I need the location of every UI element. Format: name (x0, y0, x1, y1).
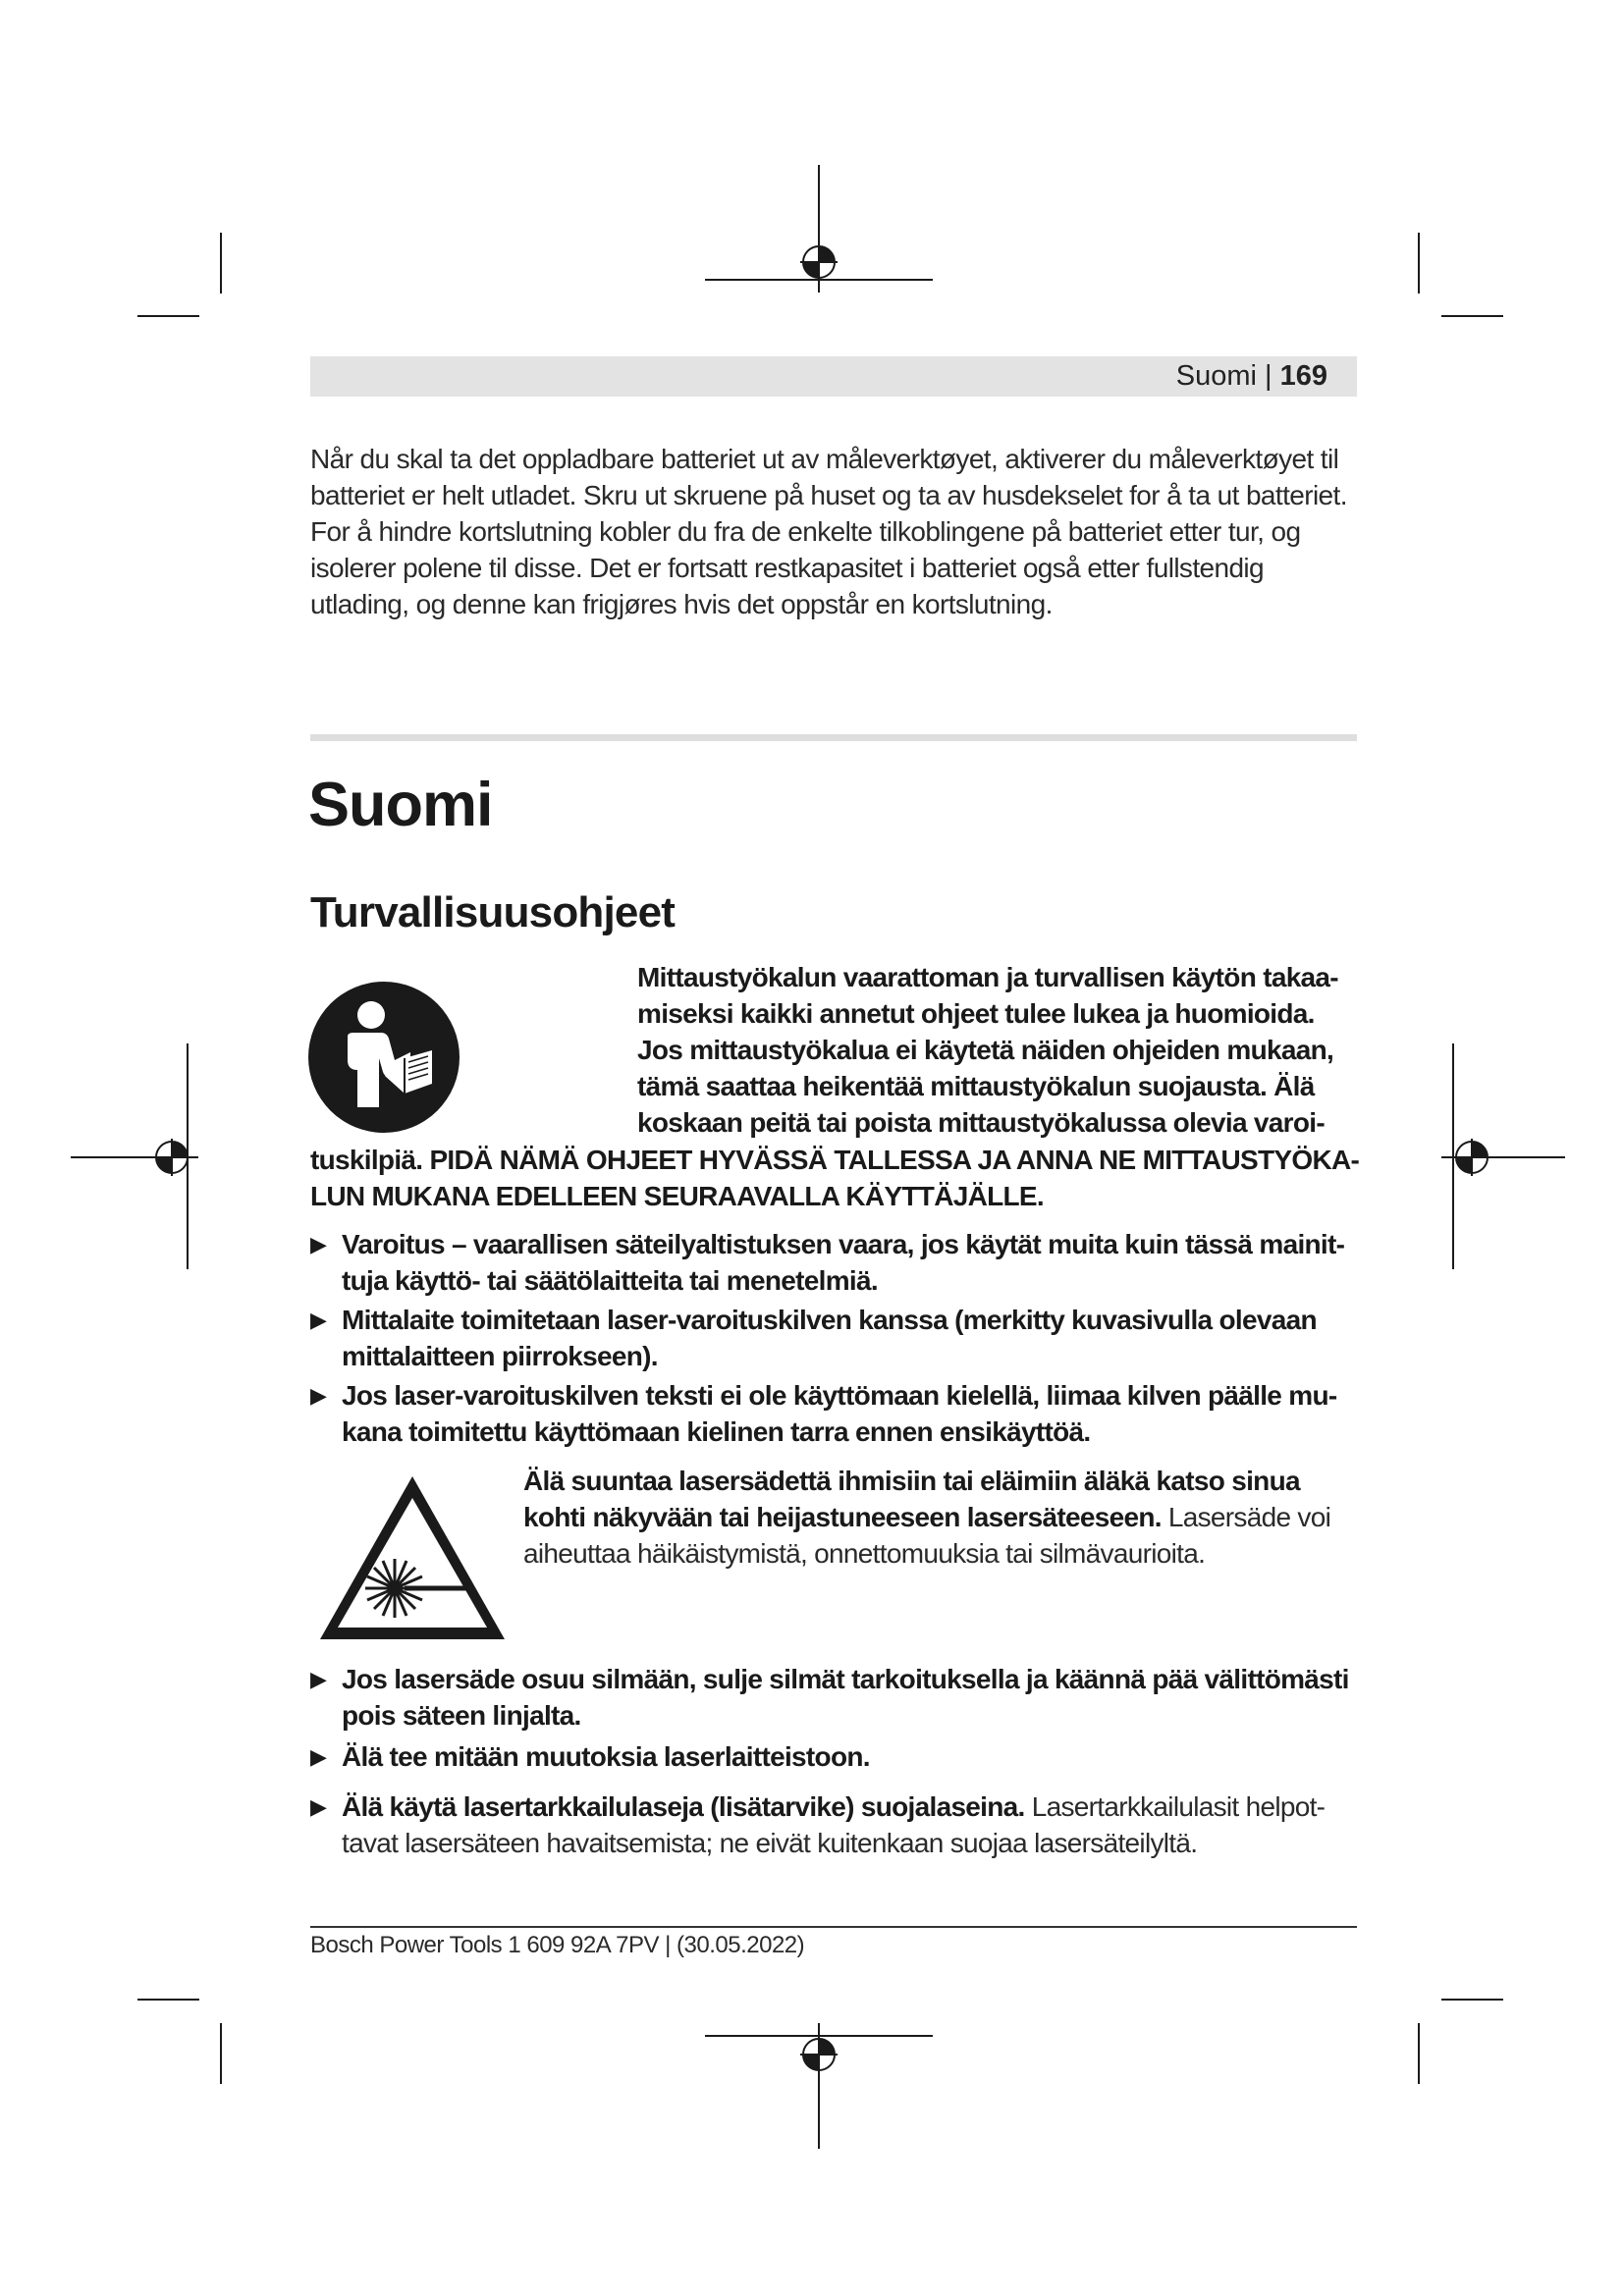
crop-mark-br-h (1441, 1999, 1503, 2001)
bullet-bold-part: Älä käytä lasertarkkailulaseja (lisätarvike) suojalaseina. (342, 1791, 1025, 1822)
intro-text-full-width (310, 1142, 1361, 1214)
list-item (310, 1226, 1361, 1299)
crop-mark-tl-h (137, 315, 199, 317)
bullet-arrow-icon: ▶ (310, 1794, 327, 1819)
intro-line: Jos mittaustyökalua ei käytetä näiden ohjeiden mukaan, (637, 1035, 1334, 1065)
read-manual-icon (308, 982, 460, 1133)
intro-line: koskaan peitä tai poista mittaustyökalussa olevia varoi- (637, 1107, 1325, 1138)
intro-text-beside-icon (637, 959, 1364, 1141)
list-item (310, 1738, 1361, 1775)
bullet-line (310, 1789, 1361, 1825)
footer-rule (310, 1926, 1357, 1928)
header-language: Suomi (1175, 360, 1257, 392)
crop-mark-tr-v (1418, 233, 1420, 294)
laser-warning-normal-text: Lasersäde voi (1161, 1502, 1331, 1532)
header-label (1176, 360, 1327, 392)
bullet-line: Jos lasersäde osuu silmään, sulje silmät tarkoituksella ja käännä pää välittömästi (342, 1664, 1349, 1694)
section-divider (310, 734, 1357, 741)
crop-mark-br-v (1418, 2023, 1420, 2084)
laser-warning-icon (316, 1472, 509, 1643)
list-item (310, 1789, 1361, 1861)
registration-mark-icon (800, 243, 838, 281)
registration-mark-icon (800, 2036, 838, 2073)
registration-mark-icon (1453, 1139, 1490, 1176)
intro-line: tämä saattaa heikentää mittaustyökalun suojausta. Älä (637, 1071, 1315, 1101)
laser-warning-bold-line: Älä suuntaa lasersädettä ihmisiin tai eläimiin äläkä katso sinua (523, 1466, 1300, 1496)
subsection-title: Turvallisuusohjeet (310, 888, 676, 936)
bullet-arrow-icon: ▶ (310, 1667, 327, 1691)
section-title: Suomi (308, 771, 493, 839)
laser-warning-bold-line: kohti näkyvään tai heijastuneeseen lasersäteeseen. (523, 1502, 1162, 1532)
intro-line: miseksi kaikki annetut ohjeet tulee lukea ja huomioida. (637, 998, 1315, 1029)
bullet-arrow-icon: ▶ (310, 1232, 327, 1256)
bullet-line: tavat lasersäteen havaitsemista; ne eivät kuitenkaan suojaa lasersäteilyltä. (342, 1828, 1198, 1858)
crop-mark-tl-v (220, 233, 222, 294)
intro-line: Mittaustyökalun vaarattoman ja turvallisen käytön takaa- (637, 962, 1338, 992)
bullet-arrow-icon: ▶ (310, 1383, 327, 1408)
page-number: 169 (1279, 360, 1327, 392)
intro-line: tuskilpiä. PIDÄ NÄMÄ OHJEET HYVÄSSÄ TALLESSA JA ANNA NE MITTAUSTYÖKA- (310, 1145, 1360, 1175)
norwegian-paragraph: Når du skal ta det oppladbare batteriet ut av måleverktøyet, aktiverer du måleverktøyet til batteriet er helt utladet. Skru ut skruene på huset og ta av husdekselet for å ta ut batteriet. For å hindre kortslutning kobler du fra de enkelte tilkoblingene på batteriet etter tur, og isolerer polene til disse. Det er fortsatt restkapasitet i batteriet også etter fullstendig utlading, og denne kan frigjøres hvis det oppstår en kortslutning. (310, 444, 1347, 619)
laser-warning-text (523, 1463, 1368, 1572)
bullet-normal-part: Lasertarkkailulasit helpot- (1024, 1791, 1326, 1822)
bullet-line: Mittalaite toimitetaan laser-varoituskilven kanssa (merkitty kuvasivulla olevaan (342, 1305, 1317, 1335)
laser-warning-normal-text: aiheuttaa häikäistymistä, onnettomuuksia tai silmävaurioita. (523, 1538, 1206, 1569)
crop-mark-tr-h (1441, 315, 1503, 317)
bullet-arrow-icon: ▶ (310, 1744, 327, 1769)
bullet-line: mittalaitteen piirrokseen). (342, 1341, 658, 1371)
intro-line: LUN MUKANA EDELLEEN SEURAAVALLA KÄYTTÄJÄLLE. (310, 1181, 1044, 1211)
bullet-line: Jos laser-varoituskilven teksti ei ole käyttömaan kielellä, liimaa kilven päälle mu- (342, 1380, 1337, 1411)
crop-mark-bl-h (137, 1999, 199, 2001)
bullet-arrow-icon: ▶ (310, 1308, 327, 1332)
header-separator: | (1256, 360, 1280, 392)
bullet-line: pois säteen linjalta. (342, 1700, 581, 1731)
bullet-line: Varoitus – vaarallisen säteilyaltistuksen vaara, jos käytät muita kuin tässä mainit- (342, 1229, 1345, 1259)
list-item (310, 1661, 1361, 1734)
list-item (310, 1377, 1361, 1450)
bullet-line: tuja käyttö- tai säätölaitteita tai menetelmiä. (342, 1265, 878, 1296)
bullet-line: kana toimitettu käyttömaan kielinen tarra ennen ensikäyttöä. (342, 1416, 1091, 1447)
footer-text: Bosch Power Tools 1 609 92A 7PV | (30.05.2022) (310, 1932, 805, 1958)
list-item (310, 1302, 1361, 1374)
crop-mark-bl-v (220, 2023, 222, 2084)
bullet-line: Älä tee mitään muutoksia laserlaitteistoon. (342, 1741, 870, 1772)
registration-mark-icon (153, 1139, 190, 1176)
page-header (310, 356, 1357, 397)
